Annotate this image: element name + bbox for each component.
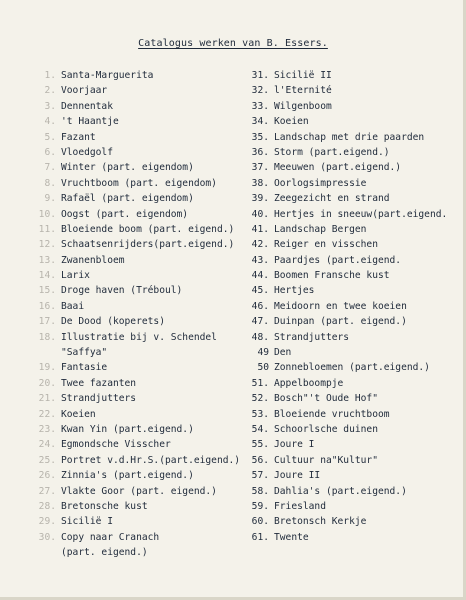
item-number: 12. [38, 239, 56, 251]
item-number: 37. [251, 162, 269, 174]
list-item [245, 99, 455, 114]
item-title: Twee fazanten [61, 377, 137, 389]
list-item [32, 484, 232, 499]
item-number: 41. [251, 223, 269, 235]
item-title: Oorlogsimpressie [274, 177, 367, 189]
list-item [245, 330, 455, 345]
item-title: Bloeiende boom (part. eigend.) [61, 223, 235, 235]
item-number: 34. [251, 116, 269, 128]
item-number: 48. [251, 331, 269, 343]
list-item [32, 499, 232, 514]
list-item [245, 160, 455, 175]
list-item [32, 68, 232, 83]
list-item [32, 299, 232, 314]
item-number: 39. [251, 193, 269, 205]
list-item [245, 268, 455, 283]
item-title: Illustratie bij v. Schendel [61, 331, 217, 343]
list-item [245, 237, 455, 252]
item-number: 13. [38, 254, 56, 266]
item-number: 47. [251, 316, 269, 328]
item-title: Santa-Marguerita [61, 70, 154, 81]
item-number: 7. [44, 162, 56, 174]
item-number: 1. [44, 70, 56, 81]
item-title: Portret v.d.Hr.S.(part.eigend.) [61, 454, 241, 466]
list-item [32, 407, 232, 422]
list-item [245, 407, 455, 422]
item-number: 15. [38, 285, 56, 297]
item-number: 21. [38, 393, 56, 405]
list-item [32, 130, 232, 145]
item-title: Meidoorn en twee koeien [274, 300, 407, 312]
item-title: Fantasie [61, 362, 108, 374]
item-title: Baai [61, 300, 85, 312]
list-item [32, 314, 232, 329]
item-number: 25. [38, 454, 56, 466]
list-item [245, 422, 455, 437]
item-number: 31. [251, 70, 269, 81]
list-item [245, 376, 455, 391]
item-title: Joure I [274, 439, 315, 451]
item-title: Voorjaar [61, 85, 108, 97]
item-number: 33. [251, 100, 269, 112]
item-title: Duinpan (part. eigend.) [274, 316, 407, 328]
item-title: Dahlia's (part.eigend.) [274, 485, 407, 497]
item-number: 14. [38, 270, 56, 282]
item-number: 20. [38, 377, 56, 389]
list-item [32, 345, 232, 360]
item-title: Hertjes in sneeuw(part.eigend. [274, 208, 448, 220]
list-item [245, 468, 455, 483]
title-text: Catalogus werken van B. Essers. [138, 38, 328, 49]
list-item [245, 299, 455, 314]
list-item [32, 283, 232, 298]
item-title: Rafaël (part. eigendom) [61, 193, 194, 205]
item-number: 46. [251, 300, 269, 312]
item-title: Landschap met drie paarden [274, 131, 425, 143]
list-item [245, 253, 455, 268]
list-item [32, 468, 232, 483]
item-title: Sicilië I [61, 516, 113, 528]
list-item [32, 222, 235, 237]
item-title: Koeien [61, 408, 96, 420]
list-item [245, 222, 455, 237]
item-number: 8. [44, 177, 56, 189]
item-title: Droge haven (Tréboul) [61, 285, 183, 297]
item-title: Cultuur na"Kultur" [274, 454, 378, 466]
list-item [32, 268, 232, 283]
list-item [32, 253, 232, 268]
list-item [32, 422, 232, 437]
list-item [32, 99, 232, 114]
list-item [32, 237, 235, 252]
item-title: (part. eigend.) [61, 547, 148, 559]
item-number: 29. [38, 516, 56, 528]
item-number: 3. [44, 100, 56, 112]
item-number: 53. [251, 408, 269, 420]
item-title: Bloeiende vruchtboom [274, 408, 390, 420]
item-number: 58. [251, 485, 269, 497]
item-title: Friesland [274, 500, 326, 512]
list-item [245, 145, 455, 160]
item-number: 44. [251, 270, 269, 282]
list-item [245, 499, 455, 514]
item-title: Joure II [274, 470, 321, 482]
item-title: Meeuwen (part.eigend.) [274, 162, 402, 174]
item-number: 2. [44, 85, 56, 97]
item-title: Schoorlsche duinen [274, 423, 378, 435]
list-item [245, 360, 455, 375]
item-title: Bretonsche kust [61, 500, 148, 512]
item-number: 60. [251, 516, 269, 528]
item-number: 22. [38, 408, 56, 420]
item-title: Appelboompje [274, 377, 344, 389]
item-title: Bosch"'t Oude Hof" [274, 393, 378, 405]
list-item [32, 437, 232, 452]
list-item [32, 545, 232, 560]
item-number: 24. [38, 439, 56, 451]
item-number: 5. [44, 131, 56, 143]
item-title: Zinnia's (part.eigend.) [61, 470, 194, 482]
item-title: Kwan Yin (part.eigend.) [61, 423, 194, 435]
list-item [32, 391, 232, 406]
list-item [245, 453, 455, 468]
item-number: 55. [251, 439, 269, 451]
item-number: 11. [38, 223, 56, 235]
list-item [245, 484, 455, 499]
list-item [245, 83, 455, 98]
item-number: 59. [251, 500, 269, 512]
item-number: 6. [44, 146, 56, 158]
item-number: 43. [251, 254, 269, 266]
item-title: Zonnebloemen (part.eigend.) [274, 362, 430, 374]
item-number: 32. [251, 85, 269, 97]
item-number: 52. [251, 393, 269, 405]
left-column [32, 68, 241, 561]
item-number: 27. [38, 485, 56, 497]
list-item [32, 514, 232, 529]
item-number [32, 545, 61, 560]
item-title: Zeegezicht en strand [274, 193, 390, 205]
item-title: Larix [61, 270, 90, 282]
item-number: 18. [38, 331, 56, 343]
item-number: 36. [251, 146, 269, 158]
item-number: 16. [38, 300, 56, 312]
list-item [32, 330, 232, 345]
item-number: 56. [251, 454, 269, 466]
item-title: Fazant [61, 131, 96, 143]
list-item [245, 314, 455, 329]
item-number: 49 [257, 347, 269, 359]
list-item [32, 530, 232, 545]
list-item [245, 176, 455, 191]
list-item [245, 530, 455, 545]
item-title: Landschap Bergen [274, 223, 367, 235]
item-title: Boomen Fransche kust [274, 270, 390, 282]
list-item [245, 207, 455, 222]
list-item [32, 207, 232, 222]
item-number [32, 345, 61, 360]
item-title: Twente [274, 531, 309, 543]
list-item [32, 114, 232, 129]
list-item [32, 360, 232, 375]
item-number: 35. [251, 131, 269, 143]
item-number: 10. [38, 208, 56, 220]
list-item [32, 145, 232, 160]
item-title: Vruchtboom (part. eigendom) [61, 177, 217, 189]
list-item [32, 376, 232, 391]
list-item [245, 68, 455, 83]
item-title: Vloedgolf [61, 146, 113, 158]
item-title: Copy naar Cranach [61, 531, 160, 543]
item-title: De Dood (koperets) [61, 316, 165, 328]
item-title: Bretonsch Kerkje [274, 516, 367, 528]
item-number: 57. [251, 470, 269, 482]
item-title: "Saffya" [61, 347, 108, 359]
item-number: 45. [251, 285, 269, 297]
item-title: Reiger en visschen [274, 239, 378, 251]
item-number: 61. [251, 531, 269, 543]
item-title: Storm (part.eigend.) [274, 146, 390, 158]
item-title: Vlakte Goor (part. eigend.) [61, 485, 217, 497]
item-title: Schaatsenrijders(part.eigend.) [61, 239, 235, 251]
list-item [245, 514, 455, 529]
item-number: 54. [251, 423, 269, 435]
item-title: l'Eternité [274, 85, 332, 97]
item-title: Winter (part. eigendom) [61, 162, 194, 174]
item-number: 42. [251, 239, 269, 251]
item-title: Hertjes [274, 285, 315, 297]
item-title: Zwanenbloem [61, 254, 125, 266]
list-item [32, 453, 241, 468]
item-title: Wilgenboom [274, 100, 332, 112]
item-number: 19. [38, 362, 56, 374]
item-number: 51. [251, 377, 269, 389]
item-title: 't Haantje [61, 116, 119, 128]
list-item [245, 391, 455, 406]
list-item [245, 130, 455, 145]
item-number: 50 [257, 362, 269, 374]
item-title: Strandjutters [274, 331, 350, 343]
list-item [245, 191, 455, 206]
list-item [245, 345, 455, 360]
item-number: 40. [251, 208, 269, 220]
item-title: Paardjes (part.eigend. [274, 254, 402, 266]
item-number: 28. [38, 500, 56, 512]
right-column [245, 68, 455, 545]
item-number: 4. [44, 116, 56, 128]
list-item [32, 83, 232, 98]
item-title: Den [274, 347, 292, 359]
item-number: 38. [251, 177, 269, 189]
list-item [245, 283, 455, 298]
list-item [32, 176, 232, 191]
page-title [0, 38, 466, 49]
item-title: Koeien [274, 116, 309, 128]
item-title: Strandjutters [61, 393, 137, 405]
item-title: Sicilië II [274, 70, 332, 81]
list-item [245, 437, 455, 452]
item-title: Oogst (part. eigendom) [61, 208, 189, 220]
item-number: 17. [38, 316, 56, 328]
list-item [32, 191, 232, 206]
item-number: 26. [38, 470, 56, 482]
item-title: Egmondsche Visscher [61, 439, 171, 451]
item-number: 30. [38, 531, 56, 543]
list-item [245, 114, 455, 129]
item-number: 9. [44, 193, 56, 205]
item-number: 23. [38, 423, 56, 435]
item-title: Dennentak [61, 100, 113, 112]
list-item [32, 160, 232, 175]
